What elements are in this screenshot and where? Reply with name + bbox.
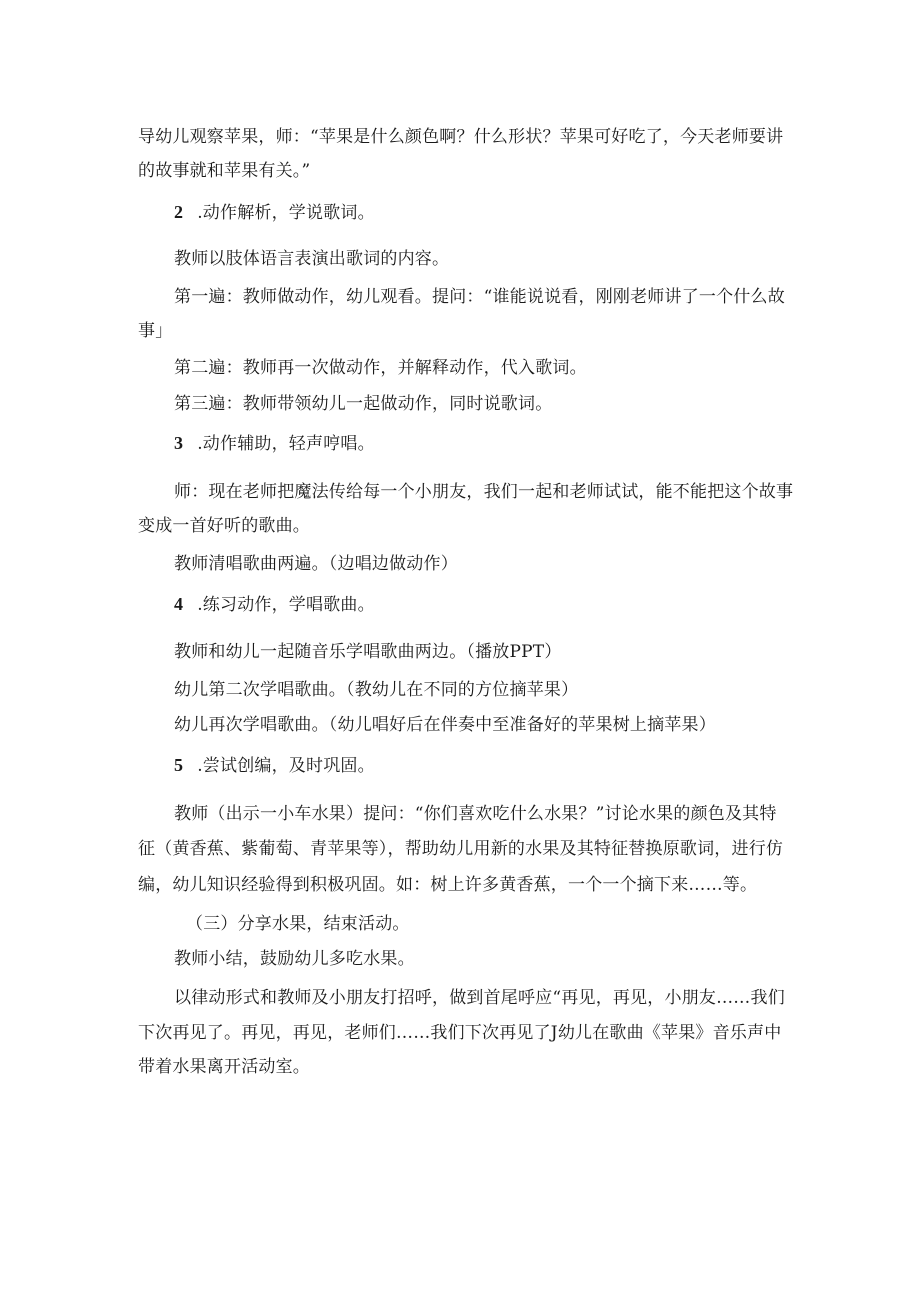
part-3-paragraph-1: 教师小结，鼓励幼儿多吃水果。 bbox=[174, 949, 415, 969]
section-5-paragraph-1-line-1: 教师（出示一小车水果）提问：“你们喜欢吃什么水果？”讨论水果的颜色及其特 bbox=[174, 804, 777, 824]
section-4-heading bbox=[174, 594, 824, 615]
section-4-paragraph-3: 幼儿再次学唱歌曲。（幼儿唱好后在伴奏中至准备好的苹果树上摘苹果） bbox=[174, 715, 716, 735]
section-2-paragraph-1: 教师以肢体语言表演出歌词的内容。 bbox=[174, 249, 450, 269]
part-3-paragraph-2-line-1: 以律动形式和教师及小朋友打招呼，做到首尾呼应“再见，再见，小朋友……我们 bbox=[174, 988, 785, 1008]
part-3-paragraph-2-line-2: 下次再见了。再见，再见，老师们……我们下次再见了J幼儿在歌曲《苹果》音乐声中 bbox=[138, 1023, 782, 1043]
section-2-paragraph-2-line-2: 事」 bbox=[138, 321, 173, 341]
section-5-heading bbox=[174, 755, 824, 776]
section-2-title: .动作解析，学说歌词。 bbox=[197, 203, 375, 223]
section-3-paragraph-2: 教师清唱歌曲两遍。（边唱边做动作） bbox=[174, 554, 458, 574]
intro-line-2: 的故事就和苹果有关。” bbox=[138, 161, 311, 181]
part-3-paragraph-2-line-3: 带着水果离开活动室。 bbox=[138, 1057, 310, 1077]
section-3-number: 3 bbox=[174, 433, 184, 453]
section-5-paragraph-1-line-2: 征（黄香蕉、紫葡萄、青苹果等），帮助幼儿用新的水果及其特征替换原歌词，进行仿 bbox=[138, 839, 784, 859]
intro-line-1: 导幼儿观察苹果，师：“苹果是什么颜色啊？什么形状？苹果可好吃了，今天老师要讲 bbox=[138, 127, 784, 147]
section-3-heading bbox=[174, 433, 824, 454]
section-2-paragraph-2-line-1: 第一遍：教师做动作，幼儿观看。提问：“谁能说说看，刚刚老师讲了一个什么故 bbox=[174, 287, 785, 307]
part-3-heading: （三）分享水果，结束活动。 bbox=[186, 914, 410, 934]
section-4-title: .练习动作，学唱歌曲。 bbox=[197, 595, 375, 615]
section-2-number: 2 bbox=[174, 202, 184, 222]
section-4-paragraph-2: 幼儿第二次学唱歌曲。（教幼儿在不同的方位摘苹果） bbox=[174, 680, 579, 700]
section-4-number: 4 bbox=[174, 594, 184, 614]
section-4-paragraph-1: 教师和幼儿一起随音乐学唱歌曲两边。（播放PPT） bbox=[174, 642, 562, 662]
section-5-paragraph-1-line-3: 编，幼儿知识经验得到积极巩固。如：树上许多黄香蕉，一个一个摘下来……等。 bbox=[138, 875, 758, 895]
section-2-heading bbox=[174, 202, 824, 223]
section-5-number: 5 bbox=[174, 755, 184, 775]
section-3-paragraph-1-line-1: 师：现在老师把魔法传给每一个小朋友，我们一起和老师试试，能不能把这个故事 bbox=[174, 482, 794, 502]
section-5-title: .尝试创编，及时巩固。 bbox=[197, 756, 375, 776]
section-3-title: .动作辅助，轻声哼唱。 bbox=[197, 434, 375, 454]
section-2-paragraph-4: 第三遍：教师带领幼儿一起做动作，同时说歌词。 bbox=[174, 394, 553, 414]
section-2-paragraph-3: 第二遍：教师再一次做动作，并解释动作，代入歌词。 bbox=[174, 358, 587, 378]
section-3-paragraph-1-line-2: 变成一首好听的歌曲。 bbox=[138, 516, 310, 536]
